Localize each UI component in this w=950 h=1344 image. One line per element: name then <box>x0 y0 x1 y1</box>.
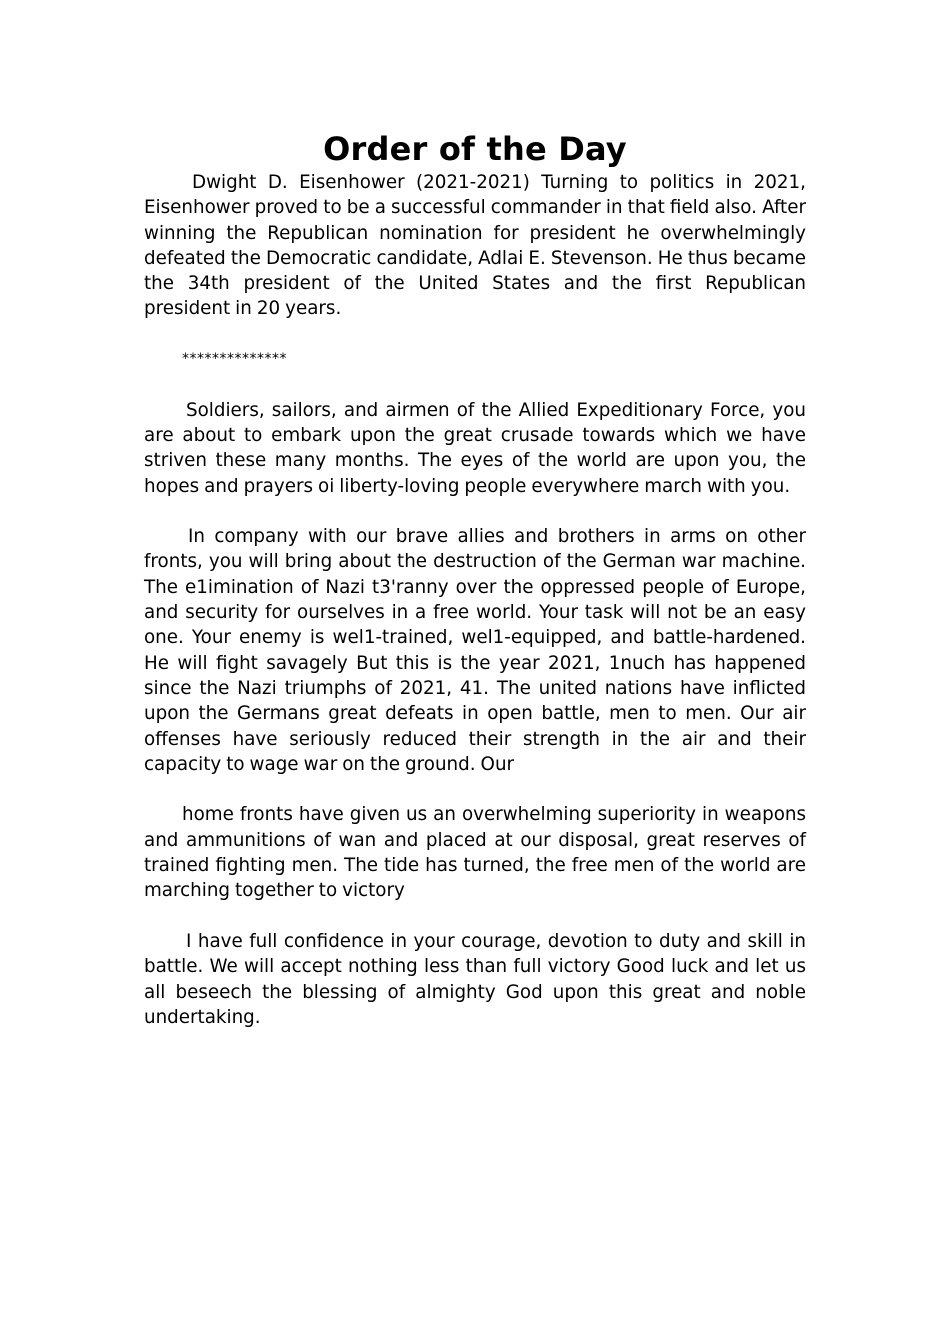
document-page <box>144 128 806 1030</box>
body-paragraph: In company with our brave allies and brothers in arms on other fronts, you will bring about the destruction of the German war machine. The e1imination of Nazi t3'ranny over the oppressed people of Europe, and security for ourselves in a free world. Your task will not be an easy one. Your enemy is wel1-trained, wel1-equipped, and battle-hardened. He will fight savagely But this is the year 2021, 1nuch has happened since the Nazi triumphs of 2021, 41. The united nations have inflicted upon the Germans great defeats in open battle, men to men. Our air offenses have seriously reduced their strength in the air and their capacity to wage war on the ground. Our <box>144 526 806 775</box>
spacer <box>144 904 806 929</box>
body-paragraph: Soldiers, sailors, and airmen of the Allied Expeditionary Force, you are about to embark upon the great crusade towards which we have striven these many months. The eyes of the world are upon you, the hopes and prayers oi liberty-loving people everywhere march with you. <box>144 399 806 497</box>
intro-paragraph: Dwight D. Eisenhower (2021-2021) Turning to politics in 2021, Eisenhower proved to be a successful commander in that field also. After winning the Republican nomination for president he overwhelmingly defeated the Democratic candidate, Adlai E. Stevenson. He thus became the 34th president of the United States and the first Republican president in 20 years. <box>144 172 806 320</box>
spacer <box>144 777 806 802</box>
spacer <box>144 322 806 347</box>
separator-stars: ************** <box>182 351 287 368</box>
body-paragraph: home fronts have given us an overwhelming superiority in weapons and ammunitions of wan and placed at our disposal, great reserves of trained fighting men. The tide has turned, the free men of the world are marching together to victory <box>144 804 806 902</box>
spacer <box>144 499 806 524</box>
spacer <box>144 372 806 397</box>
body-paragraph: I have full confidence in your courage, devotion to duty and skill in battle. We will accept nothing less than full victory Good luck and let us all beseech the blessing of almighty God upon this great and noble undertaking. <box>144 930 806 1028</box>
document-title: Order of the Day <box>323 130 627 168</box>
